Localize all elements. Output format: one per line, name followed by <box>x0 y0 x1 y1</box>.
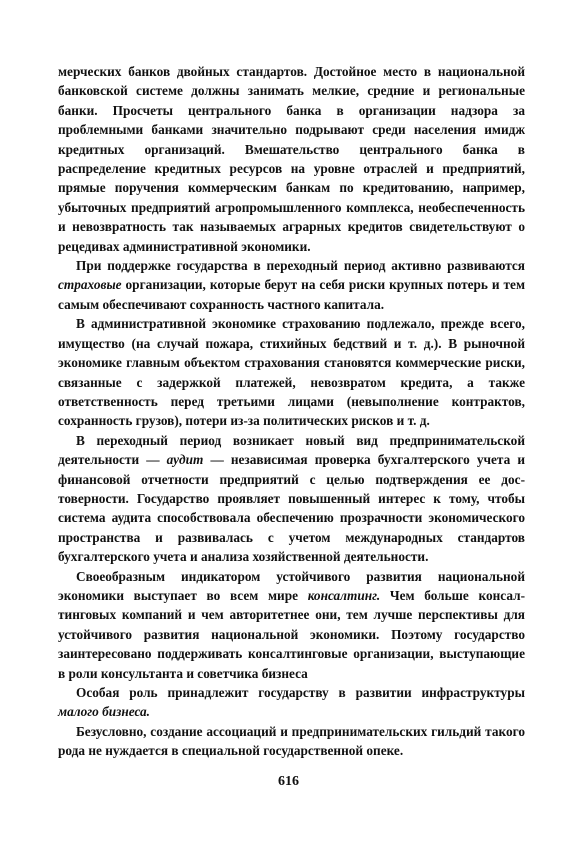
paragraph-7-text: Безусловно, создание ассоциаций и предпринимательских гильдий такого рода не нуждается в специальной государственной опеке. <box>58 723 525 759</box>
paragraph-3-text: В административной экономике страхованию подлежало, прежде всего, имущество (на случай пожара, стихийных бедствий и т. д.). В рыночной экономике главным объектом страхования становятся коммерческие риски, связанные с задержкой платежей, невозвратом кредита, а также ответственность перед третьими лицами (невыполнение контрактов, сохранность грузов), потери из-за политических рисков и т. д. <box>58 316 525 429</box>
paragraph-4 <box>58 431 525 567</box>
paragraph-3 <box>58 314 525 430</box>
paragraph-6-text: Особая роль принадлежит государству в развитии инфраструктуры <box>76 685 525 700</box>
page-number: 616 <box>278 774 299 789</box>
paragraph-6 <box>58 683 525 722</box>
term-small-business: малого бизнеса. <box>58 704 150 720</box>
paragraph-1 <box>58 62 525 256</box>
paragraph-2-text: При поддержке государства в переходный период активно развиваются <box>76 258 525 274</box>
paragraph-1-text: мерческих банков двойных стандартов. Достойное место в национальной банковской системе должны занимать мелкие, средние и региональные банки. Просчеты центрального банка в организации надзора за проблемными банками значительно подрывают среди населения имидж кредитных организаций. Вмешательство центрального банка в распределение кредитных ресурсов на уровне отраслей и предприятий, прямые поручения коммерческим банкам по кредитованию, например, убыточных предприятий агропромышленного комплекса, необеспеченность и невозвратность так называемых аграрных кредитов свидетельствуют о рецедивах административной экономики. <box>58 64 525 254</box>
page-body <box>58 62 525 761</box>
paragraph-5-text-cont: Чем больше консалтинговых компаний и чем авторитетнее они, тем лучше перспективы для устойчивого развития национальной экономики. Поэтому государство заинтересовано поддерживать консалтинговые организации, выступающие в роли консультанта и советчика бизнеса <box>58 587 525 681</box>
paragraph-5 <box>58 567 525 683</box>
paragraph-7 <box>58 722 525 761</box>
paragraph-5-text: Своеобразным индикатором устойчивого развития национальной экономики выступает во всем мире <box>58 568 525 603</box>
paragraph-4-text: В переходный период возникает новый вид предпринимательской деятельности — <box>58 432 525 468</box>
term-insurance: страховые <box>58 277 122 293</box>
paragraph-2 <box>58 256 525 314</box>
paragraph-4-text-cont: — независимая проверка бухгалтерского учета и финансовой отчетности предприятий с целью подтверждения ее достоверности. Государство проявляет повышенный интерес к тому, чтобы система аудита способствовала обеспечению прозрачности экономического пространства и развивалась с учетом международных стандартов бухгалтерского учета и анализа хозяйственной деятельности. <box>58 452 525 565</box>
term-audit: аудит <box>166 452 204 468</box>
paragraph-2-text-cont: организации, которые берут на себя риски крупных потерь и тем самым обеспечивают сохранность частного капитала. <box>58 277 525 312</box>
term-consulting: консалтинг. <box>307 587 381 603</box>
